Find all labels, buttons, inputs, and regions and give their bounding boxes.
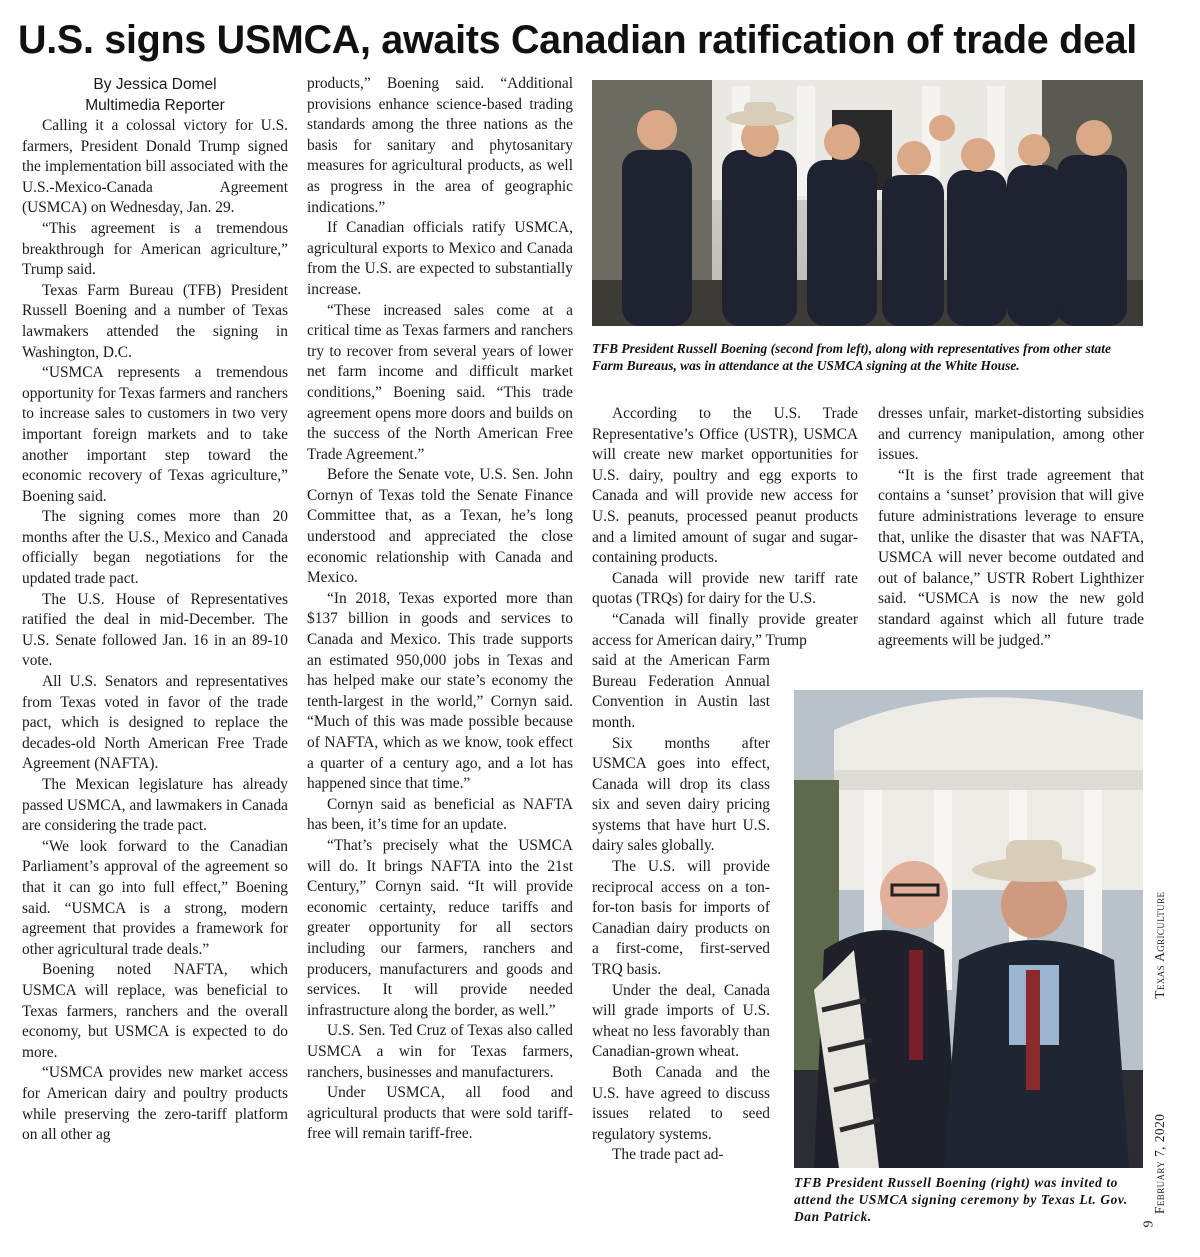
- paragraph: “That’s precisely what the USMCA will do. It brings NAFTA into the 21st Century,” Cornyn said. “It will provide economic certainty, reduce tariffs and greater opportunity for all sectors including our farmers, ranchers and producers, manufacturers and goods and services. It will provide needed infrastructure along the border, as well.”: [307, 836, 573, 1019]
- paragraph: “In 2018, Texas exported more than $137 billion in goods and services to Canada and Mexico. This trade supports an estimated 950,000 jobs in Texas and has helped make our state’s economy the tenth-largest in the world,” Cornyn said. “Much of this was made possible because of NAFTA, which as we know, took effect a quarter of a century ago, and a lot has happened since that time.”: [307, 589, 573, 793]
- paragraph: Both Canada and the U.S. have agreed to discuss issues related to seed regulatory systems.: [592, 1064, 770, 1143]
- article-column-2: [307, 74, 573, 1236]
- paragraph: products,” Boening said. “Additional provisions enhance science-based trading standards among the three nations as the basis for sanitary and phytosanitary measures for agricultural products, as well as progress in the area of geographic indications.”: [307, 75, 573, 216]
- paragraph: The Mexican legislature has already passed USMCA, and lawmakers in Canada are considering the trade pact.: [22, 776, 288, 835]
- white-house-group-photo-image: [592, 80, 1143, 326]
- paragraph: “This agreement is a tremendous breakthrough for American agriculture,” Trump said.: [22, 219, 288, 279]
- article-column-4: [878, 404, 1144, 674]
- paragraph: Canada will provide new tariff rate quotas (TRQs) for dairy for the U.S.: [592, 569, 858, 608]
- portrait-photo: [794, 690, 1143, 1168]
- running-head-publication: Texas Agriculture: [1152, 891, 1167, 999]
- paragraph: “We look forward to the Canadian Parliament’s approval of the agreement so that it can go into full effect,” Boening said. “USMCA is a strong, modern agreement that provides a framework for other agricultural trade deals.”: [22, 837, 288, 958]
- paragraph: The U.S. will provide reciprocal access on a ton-for-ton basis for imports of Canadian dairy products on a first-come, first-served TRQ basis.: [592, 858, 770, 979]
- paragraph: Texas Farm Bureau (TFB) President Russell Boening and a number of Texas lawmakers attended the signing in Washington, D.C.: [22, 281, 288, 361]
- paragraph: “Canada will finally provide greater access for American dairy,” Trump: [592, 610, 858, 649]
- paragraph: Under the deal, Canada will grade imports of U.S. wheat no less favorably than Canadian-grown wheat.: [592, 981, 770, 1061]
- white-house-portrait-photo-image: [794, 690, 1143, 1168]
- paragraph: dresses unfair, market-distorting subsidies and currency manipulation, among other issues.: [878, 405, 1144, 464]
- paragraph: “USMCA provides new market access for American dairy and poultry products while preserving the zero-tariff platform on all other ag: [22, 1064, 288, 1144]
- photo-caption-2: TFB President Russell Boening (right) was invited to attend the USMCA signing ceremony by Texas Lt. Gov. Dan Patrick.: [794, 1175, 1128, 1224]
- paragraph: Calling it a colossal victory for U.S. farmers, President Donald Trump signed the implementation bill associated with the U.S.-Mexico-Canada Agreement (USMCA) on Wednesday, Jan. 29.: [22, 117, 288, 217]
- paragraph: The signing comes more than 20 months after the U.S., Mexico and Canada officially began negotiations for the updated trade pact.: [22, 508, 288, 588]
- headline: U.S. signs USMCA, awaits Canadian ratification of trade deal: [18, 18, 1137, 62]
- paragraph: The U.S. House of Representatives ratified the deal in mid-December. The U.S. Senate followed Jan. 16 in an 89-10 vote.: [22, 590, 288, 670]
- running-head-date: February 7, 2020: [1152, 1113, 1167, 1214]
- article-column-1: [22, 116, 288, 1236]
- paragraph: Before the Senate vote, U.S. Sen. John Cornyn of Texas told the Senate Finance Committee that, as a Texan, he’s long understood and appreciated the close economic relationship with Canada and Mexico.: [307, 466, 573, 587]
- paragraph: Cornyn said as beneficial as NAFTA has been, it’s time for an update.: [307, 795, 573, 834]
- paragraph: All U.S. Senators and representatives from Texas voted in favor of the trade pact, which is designed to replace the decades-old North American Free Trade Agreement (NAFTA).: [22, 673, 288, 773]
- paragraph: “USMCA represents a tremendous opportunity for Texas farmers and ranchers to increase sales to customers in two very important foreign markets and to take another important step toward the economic recovery of Texas agriculture,” Boening said.: [22, 364, 288, 505]
- photo-caption-1: TFB President Russell Boening (second from left), along with representatives from other state Farm Bureaus, was in attendance at the USMCA signing at the White House.: [592, 341, 1111, 373]
- paragraph: Boening noted NAFTA, which USMCA will replace, was beneficial to Texas farmers, ranchers and the overall economy, but USMCA is expected to do more.: [22, 961, 288, 1061]
- paragraph: Under USMCA, all food and agricultural products that were sold tariff-free will remain tariff-free.: [307, 1084, 573, 1143]
- paragraph: If Canadian officials ratify USMCA, agricultural exports to Mexico and Canada from the U.S. are expected to substantially increase.: [307, 219, 573, 298]
- page-number: 9: [1141, 1220, 1157, 1228]
- paragraph: “It is the first trade agreement that contains a ‘sunset’ provision that will give future administrations leverage to ensure that, unlike the disaster that was NAFTA, USMCA will never become outdated and out of balance,” USTR Robert Lighthizer said. “USMCA is now the new gold standard against which all future trade agreements will be judged.”: [878, 466, 1144, 649]
- byline: [22, 74, 288, 116]
- running-head: [1152, 892, 1168, 1214]
- byline-title: Multimedia Reporter: [85, 97, 225, 114]
- group-photo: [592, 80, 1143, 326]
- paragraph: Six months after USMCA goes into effect, Canada will drop its class six and seven dairy pricing systems that have hurt U.S. dairy sales globally.: [592, 734, 770, 855]
- paragraph: According to the U.S. Trade Representative’s Office (USTR), USMCA will create new market opportunities for U.S. dairy, poultry and egg exports to Canada and will provide new access for U.S. peanuts, processed peanut products and a limited amount of sugar and sugar-containing products.: [592, 405, 858, 567]
- paragraph: The trade pact ad-: [612, 1146, 724, 1164]
- byline-author: By Jessica Domel: [93, 76, 217, 93]
- paragraph: said at the American Farm Bureau Federation Annual Convention in Austin last month.: [592, 652, 770, 731]
- paragraph: “These increased sales come at a critical time as Texas farmers and ranchers try to recover from several years of lower net farm income and difficult market conditions,” Boening said. “This trade agreement opens more doors and builds on the success of the North American Free Trade Agreement.”: [307, 301, 573, 463]
- paragraph: U.S. Sen. Ted Cruz of Texas also called USMCA a win for Texas farmers, ranchers, businesses and manufacturers.: [307, 1022, 573, 1081]
